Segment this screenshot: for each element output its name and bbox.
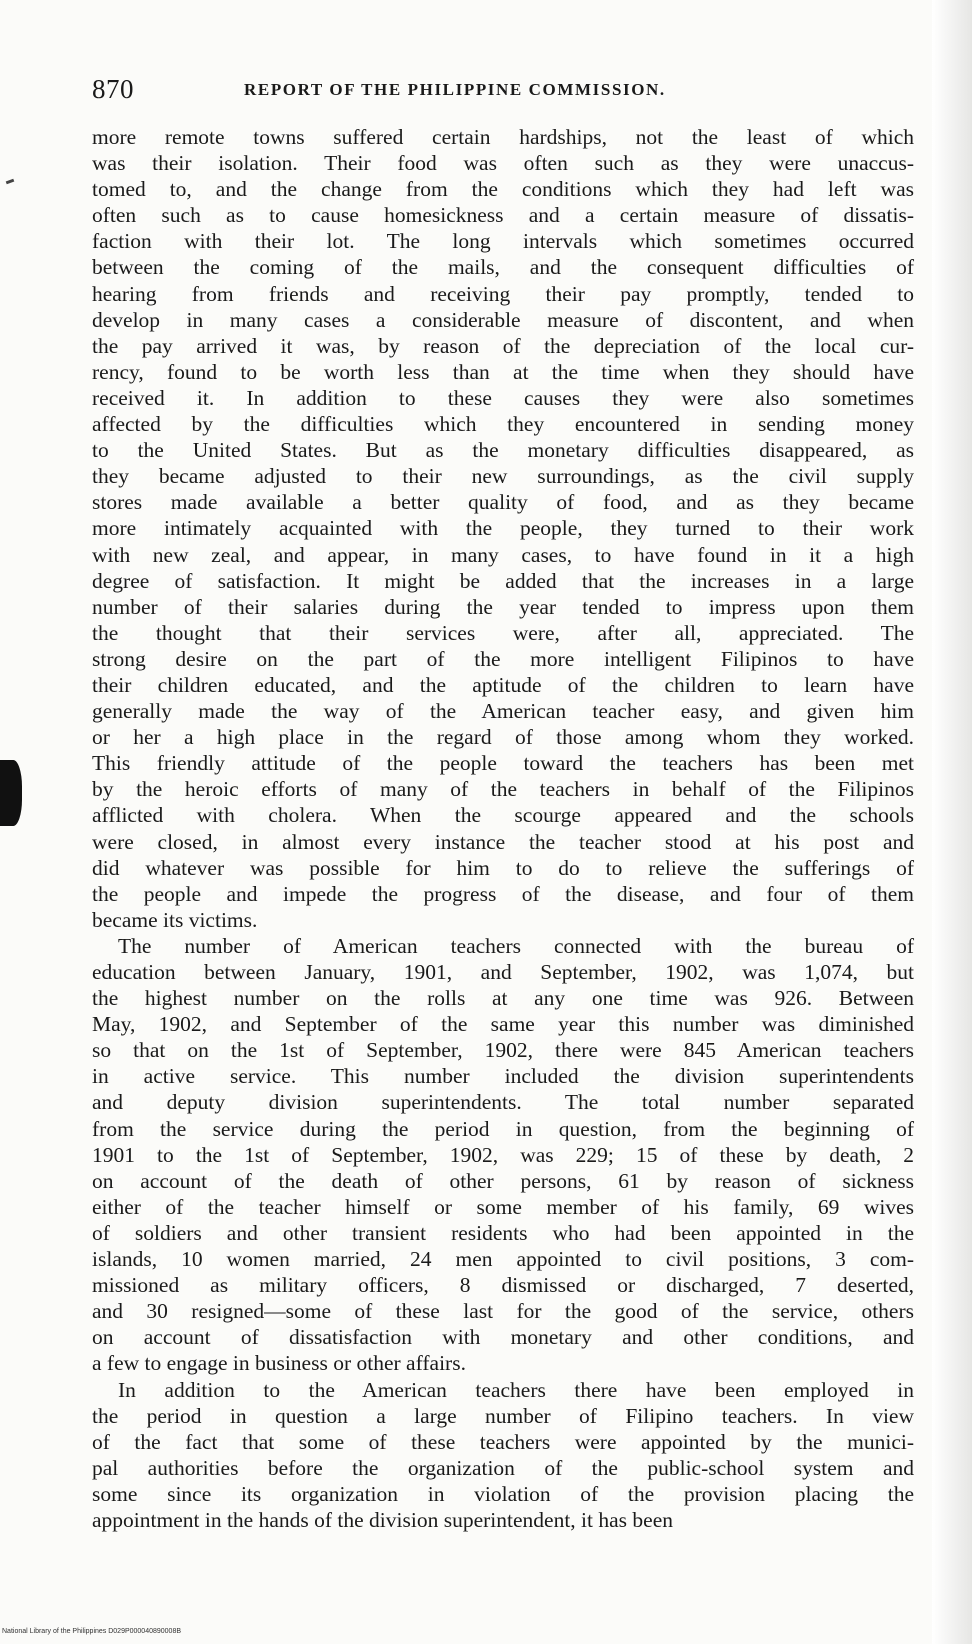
text-line: some since its organization in violation of the provision placing the: [92, 1481, 914, 1506]
text-line: tomed to, and the change from the conditions which they had left was: [92, 177, 914, 202]
margin-mark: [6, 179, 15, 185]
text-line: pal authorities before the organization of the public-school system and: [92, 1455, 914, 1480]
text-line: they became adjusted to their new surroundings, as the civil supply: [92, 464, 914, 489]
text-line: of soldiers and other transient residents who had been appointed in the: [92, 1220, 914, 1245]
text-line: between the coming of the mails, and the consequent difficulties of: [92, 255, 914, 280]
text-line: hearing from friends and receiving their pay promptly, tended to: [92, 281, 914, 306]
text-line: May, 1902, and September of the same year this number was diminished: [92, 1012, 914, 1037]
text-line: to the United States. But as the monetary difficulties disappeared, as: [92, 438, 914, 463]
text-line: with new zeal, and appear, in many cases, to have found in it a high: [92, 542, 914, 567]
text-line: afflicted with cholera. When the scourge appeared and the schools: [92, 803, 914, 828]
text-line: from the service during the period in question, from the beginning of: [92, 1116, 914, 1141]
text-line: often such as to cause homesickness and a certain measure of dissatis-: [92, 203, 914, 228]
text-line: the people and impede the progress of the disease, and four of them: [92, 881, 914, 906]
text-line: their children educated, and the aptitude of the children to learn have: [92, 672, 914, 697]
text-line: either of the teacher himself or some member of his family, 69 wives: [92, 1194, 914, 1219]
text-line: missioned as military officers, 8 dismissed or discharged, 7 deserted,: [92, 1273, 914, 1298]
text-line: became its victims.: [92, 907, 258, 932]
page-edge-shadow: [932, 0, 972, 1644]
text-line: faction with their lot. The long intervals which sometimes occurred: [92, 229, 914, 254]
text-line: did whatever was possible for him to do to relieve the sufferings of: [92, 855, 914, 880]
text-line: The number of American teachers connected with the bureau of: [118, 933, 914, 958]
text-line: and deputy division superintendents. The total number separated: [92, 1090, 914, 1115]
running-head: REPORT OF THE PHILIPPINE COMMISSION.: [244, 80, 666, 99]
text-line: stores made available a better quality of food, and as they became: [92, 490, 914, 515]
text-line: affected by the difficulties which they encountered in sending money: [92, 412, 914, 437]
text-line: the thought that their services were, after all, appreciated. The: [92, 620, 914, 645]
text-line: generally made the way of the American teacher easy, and given him: [92, 699, 914, 724]
text-line: were closed, in almost every instance the teacher stood at his post and: [92, 829, 914, 854]
text-line: the period in question a large number of Filipino teachers. In view: [92, 1403, 914, 1428]
text-line: 1901 to the 1st of September, 1902, was 229; 15 of these by death, 2: [92, 1142, 914, 1167]
text-line: was their isolation. Their food was often such as they were unaccus-: [92, 151, 914, 176]
text-line: more intimately acquainted with the people, they turned to their work: [92, 516, 914, 541]
text-line: islands, 10 women married, 24 men appointed to civil positions, 3 com-: [92, 1247, 914, 1272]
text-line: education between January, 1901, and September, 1902, was 1,074, but: [92, 960, 914, 984]
scan-credit: National Library of the Philippines D029P000040890008B: [2, 1628, 182, 1635]
page-header: [92, 74, 892, 108]
text-line: In addition to the American teachers there have been employed in: [118, 1377, 914, 1402]
text-line: This friendly attitude of the people toward the teachers has been met: [92, 751, 914, 776]
text-line: so that on the 1st of September, 1902, there were 845 American teachers: [92, 1038, 914, 1063]
text-line: a few to engage in business or other affairs.: [92, 1351, 466, 1376]
text-line: by the heroic efforts of many of the teachers in behalf of the Filipinos: [92, 777, 914, 802]
text-line: received it. In addition to these causes they were also sometimes: [92, 385, 914, 410]
text-line: the highest number on the rolls at any one time was 926. Between: [92, 986, 914, 1011]
text-line: or her a high place in the regard of those among whom they worked.: [92, 725, 914, 750]
text-line: degree of satisfaction. It might be added that the increases in a large: [92, 568, 914, 593]
text-line: in active service. This number included the division superintendents: [92, 1064, 914, 1089]
text-line: and 30 resigned—some of these last for the good of the service, others: [92, 1299, 914, 1324]
text-line: rency, found to be worth less than at the time when they should have: [92, 359, 914, 384]
text-line: on account of dissatisfaction with monetary and other conditions, and: [92, 1325, 914, 1350]
text-line: develop in many cases a considerable measure of discontent, and when: [92, 307, 914, 332]
page-number: 870: [92, 74, 134, 104]
body-text: [92, 124, 914, 1533]
text-line: on account of the death of other persons, 61 by reason of sickness: [92, 1168, 914, 1193]
binding-shadow: [0, 760, 22, 826]
text-line: of the fact that some of these teachers were appointed by the munici-: [92, 1429, 914, 1454]
text-line: more remote towns suffered certain hardships, not the least of which: [92, 125, 914, 149]
text-line: the pay arrived it was, by reason of the depreciation of the local cur-: [92, 333, 914, 358]
text-line: appointment in the hands of the division superintendent, it has been: [92, 1507, 673, 1532]
text-line: number of their salaries during the year tended to impress upon them: [92, 594, 914, 619]
text-line: strong desire on the part of the more intelligent Filipinos to have: [92, 646, 914, 671]
